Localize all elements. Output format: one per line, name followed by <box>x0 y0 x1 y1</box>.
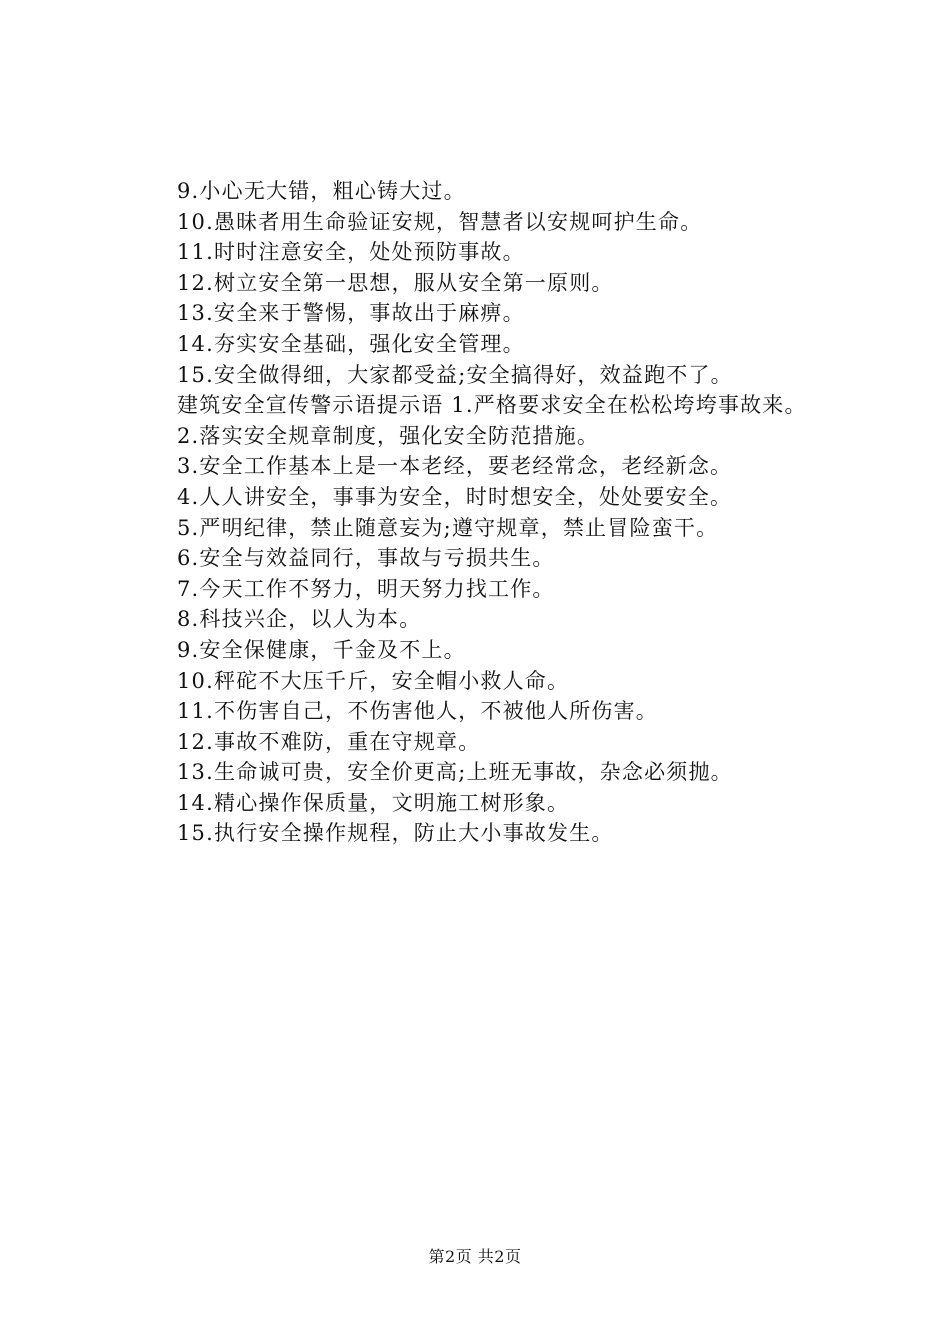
list-item: 14.夯实安全基础，强化安全管理。 <box>177 331 525 356</box>
list-item: 7.今天工作不努力，明天努力找工作。 <box>177 576 555 601</box>
list-item: 15.安全做得细，大家都受益;安全搞得好，效益跑不了。 <box>177 362 733 387</box>
section-paragraph: 建筑安全宣传警示语提示语 1.严格要求安全在松松垮垮事故来。 <box>177 393 807 418</box>
list-item: 11.时时注意安全，处处预防事故。 <box>177 240 525 265</box>
list-item: 15.执行安全操作规程，防止大小事故发生。 <box>177 821 614 846</box>
list-item: 2.落实安全规章制度，强化安全防范措施。 <box>177 423 600 448</box>
list-item: 14.精心操作保质量，文明施工树形象。 <box>177 790 570 815</box>
list-item: 9.小心无大错，粗心铸大过。 <box>177 179 466 203</box>
list-item: 12.事故不难防，重在守规章。 <box>177 729 481 754</box>
list-item: 10.愚昧者用生命验证安规，智慧者以安规呵护生命。 <box>177 209 703 234</box>
list-item: 11.不伤害自己，不伤害他人，不被他人所伤害。 <box>177 699 658 724</box>
list-item: 10.秤砣不大压千斤，安全帽小救人命。 <box>177 668 570 693</box>
list-item: 13.安全来于警惕，事故出于麻痹。 <box>177 301 525 326</box>
list-item: 9.安全保健康，千金及不上。 <box>177 637 466 662</box>
list-item: 5.严明纪律，禁止随意妄为;遵守规章，禁止冒险蛮干。 <box>177 515 719 540</box>
list-item: 12.树立安全第一思想，服从安全第一原则。 <box>177 270 614 295</box>
list-item: 13.生命诚可贵，安全价更高;上班无事故，杂念必须抛。 <box>177 760 733 785</box>
list-item: 4.人人讲安全，事事为安全，时时想安全，处处要安全。 <box>177 484 733 509</box>
list-item: 3.安全工作基本上是一本老经，要老经常念，老经新念。 <box>177 454 733 479</box>
document-body <box>135 176 835 849</box>
page-footer: 第2页 共2页 <box>428 1247 522 1266</box>
list-item: 8.科技兴企，以人为本。 <box>177 607 422 632</box>
list-item: 6.安全与效益同行，事故与亏损共生。 <box>177 546 555 571</box>
